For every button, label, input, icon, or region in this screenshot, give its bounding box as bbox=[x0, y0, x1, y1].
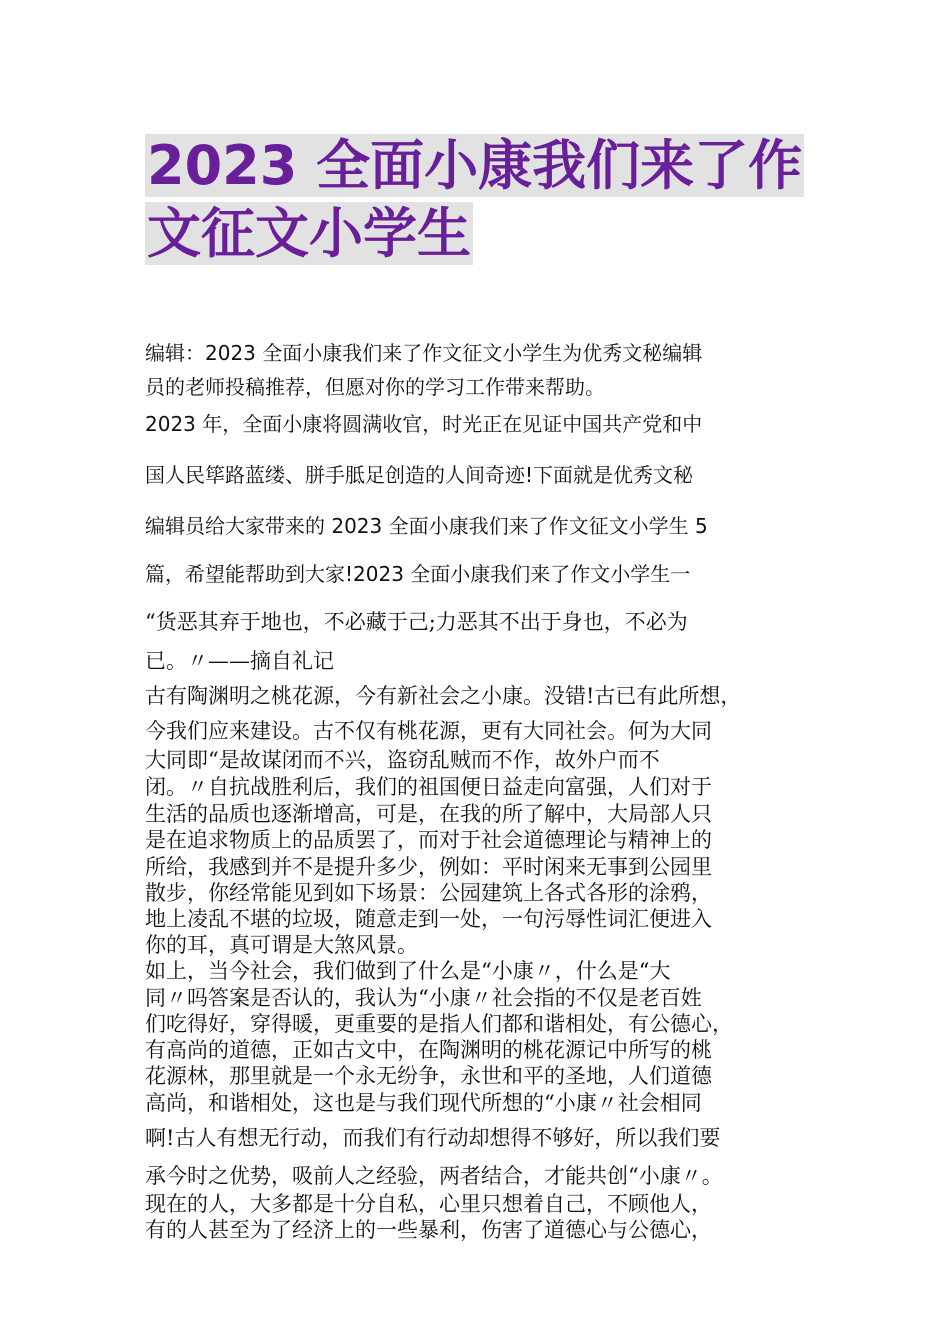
body-line: “货恶其弃于地也，不必藏于己;力恶其不出于身也，不必为 bbox=[145, 610, 688, 634]
body-line: 2023 年，全面小康将圆满收官，时光正在见证中国共产党和中 bbox=[145, 412, 703, 436]
body-line: 有的人甚至为了经济上的一些暴利，伤害了道德心与公德心， bbox=[145, 1218, 712, 1242]
body-line: 啊!古人有想无行动，而我们有行动却想得不够好，所以我们要 bbox=[145, 1126, 721, 1150]
body-line: 现在的人，大多都是十分自私，心里只想着自己，不顾他人， bbox=[145, 1192, 712, 1216]
body-line: 承今时之优势，吸前人之经验，两者结合，才能共创“小康〃。 bbox=[145, 1164, 723, 1188]
body-line: 散步，你经常能见到如下场景：公园建筑上各式各形的涂鸦， bbox=[145, 881, 712, 905]
body-line: 闭。〃自抗战胜利后，我们的祖国便日益走向富强，人们对于 bbox=[145, 775, 712, 799]
body-line: 高尚，和谐相处，这也是与我们现代所想的“小康〃社会相同 bbox=[145, 1091, 702, 1115]
body-line: 你的耳，真可谓是大煞风景。 bbox=[145, 933, 418, 957]
body-line: 今我们应来建设。古不仅有桃花源，更有大同社会。何为大同 bbox=[145, 719, 712, 743]
body-line: 国人民筚路蓝缕、胼手胝足创造的人间奇迹!下面就是优秀文秘 bbox=[145, 463, 694, 487]
body-line: 花源林，那里就是一个永无纷争，永世和平的圣地，人们道德 bbox=[145, 1064, 712, 1088]
body-line: 古有陶渊明之桃花源，今有新社会之小康。没错!古已有此所想， bbox=[145, 684, 742, 708]
body-line: 们吃得好，穿得暖，更重要的是指人们都和谐相处，有公德心， bbox=[145, 1012, 733, 1036]
document-title-line-2: 文征文小学生 bbox=[147, 202, 471, 265]
body-line: 地上凌乱不堪的垃圾，随意走到一处，一句污辱性词汇便进入 bbox=[145, 907, 712, 931]
document-title-line-1: 2023 全面小康我们来了作 bbox=[147, 134, 803, 197]
body-line: 同〃吗答案是否认的，我认为“小康〃社会指的不仅是老百姓 bbox=[145, 986, 702, 1010]
body-line: 所给，我感到并不是提升多少，例如：平时闲来无事到公园里 bbox=[145, 855, 712, 879]
body-line: 员的老师投稿推荐，但愿对你的学习工作带来帮助。 bbox=[145, 375, 605, 399]
body-line: 已。〃——摘自礼记 bbox=[145, 649, 334, 673]
body-line: 篇，希望能帮助到大家!2023 全面小康我们来了作文小学生一 bbox=[145, 562, 691, 586]
body-line: 是在追求物质上的品质罢了，而对于社会道德理论与精神上的 bbox=[145, 828, 712, 852]
body-line: 编辑：2023 全面小康我们来了作文征文小学生为优秀文秘编辑 bbox=[145, 341, 703, 365]
body-line: 生活的品质也逐渐增高，可是，在我的所了解中，大局部人只 bbox=[145, 802, 712, 826]
body-line: 如上，当今社会，我们做到了什么是“小康〃，什么是“大 bbox=[145, 959, 671, 983]
body-line: 编辑员给大家带来的 2023 全面小康我们来了作文征文小学生 5 bbox=[145, 514, 708, 538]
body-line: 大同即“是故谋闭而不兴，盗窃乱贼而不作，故外户而不 bbox=[145, 748, 660, 772]
body-line: 有高尚的道德，正如古文中，在陶渊明的桃花源记中所写的桃 bbox=[145, 1038, 712, 1062]
